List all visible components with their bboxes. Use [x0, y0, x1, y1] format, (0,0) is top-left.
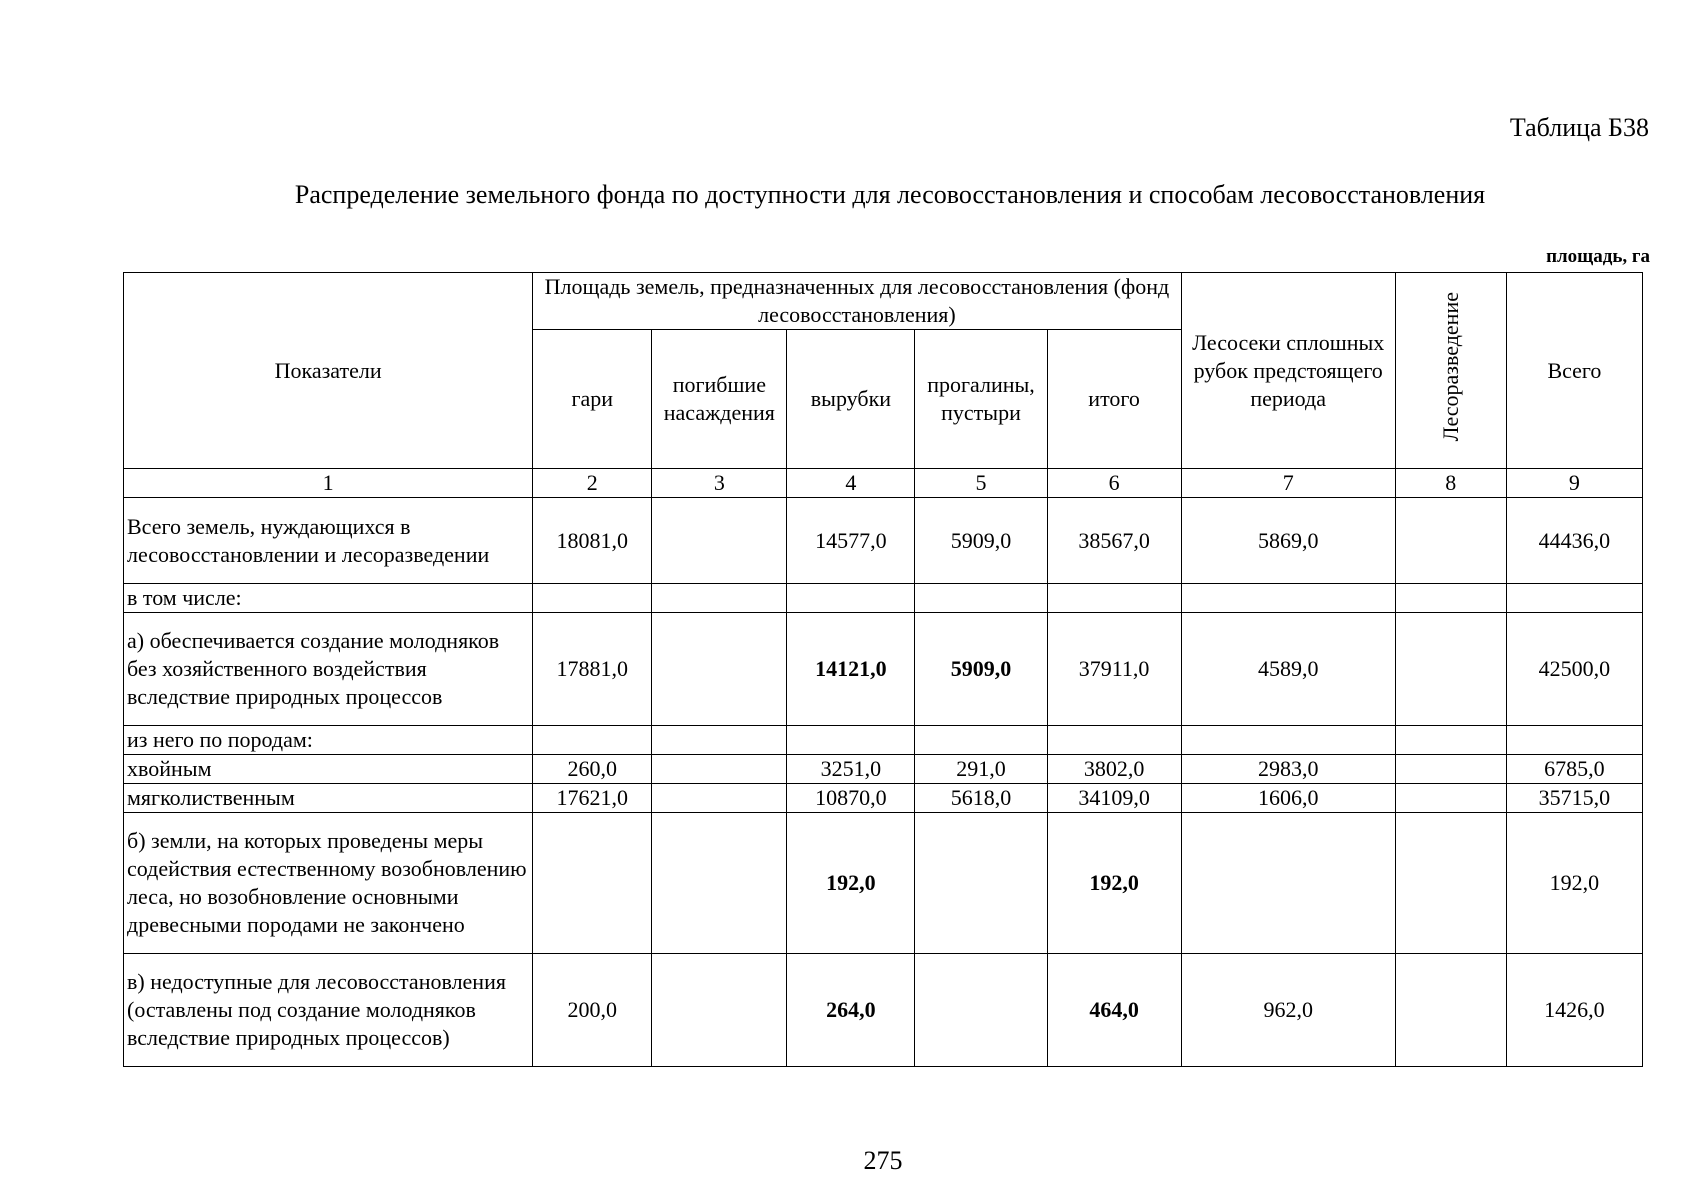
cell-subtotal: 192,0 — [1047, 813, 1181, 954]
column-number: 7 — [1181, 469, 1395, 498]
cell-burns: 260,0 — [533, 755, 652, 784]
cell-glades: 5909,0 — [915, 498, 1047, 584]
cell-subtotal: 3802,0 — [1047, 755, 1181, 784]
cell-clearcuts: 3251,0 — [787, 755, 915, 784]
table-row — [124, 584, 1643, 613]
cell-clearcuts: 192,0 — [787, 813, 915, 954]
cell-total — [1506, 726, 1642, 755]
header-reforestation-fund: Площадь земель, предназначенных для лесовосстановления (фонд лесовосстановления) — [533, 273, 1181, 330]
table-row — [124, 613, 1643, 726]
cell-glades — [915, 813, 1047, 954]
row-label: хвойным — [124, 755, 533, 784]
header-dead-stands: погибшие насаждения — [652, 330, 787, 469]
cell-clearcuts: 10870,0 — [787, 784, 915, 813]
cell-clearcuts: 14121,0 — [787, 613, 915, 726]
cell-total: 1426,0 — [1506, 954, 1642, 1067]
header-afforestation-label: Лесоразведение — [1437, 292, 1463, 442]
cell-glades — [915, 726, 1047, 755]
column-number: 1 — [124, 469, 533, 498]
cell-subtotal: 38567,0 — [1047, 498, 1181, 584]
cell-total: 44436,0 — [1506, 498, 1642, 584]
cell-dead-stands — [652, 498, 787, 584]
table-row — [124, 813, 1643, 954]
table-row — [124, 498, 1643, 584]
cell-dead-stands — [652, 584, 787, 613]
cell-dead-stands — [652, 726, 787, 755]
cell-dead-stands — [652, 613, 787, 726]
cell-logging — [1181, 813, 1395, 954]
page-number: 275 — [863, 1146, 903, 1175]
cell-total — [1506, 584, 1642, 613]
row-label: б) земли, на которых проведены меры содействия естественному возобновлению леса, но возобновление основными древесными породами не закончено — [124, 813, 533, 954]
cell-afforestation — [1395, 755, 1506, 784]
cell-burns — [533, 726, 652, 755]
row-label: в) недоступные для лесовосстановления (оставлены под создание молодняков вследствие природных процессов) — [124, 954, 533, 1067]
cell-afforestation — [1395, 784, 1506, 813]
column-number: 6 — [1047, 469, 1181, 498]
cell-clearcuts — [787, 584, 915, 613]
header-afforestation — [1395, 273, 1506, 469]
column-number: 4 — [787, 469, 915, 498]
cell-glades: 5909,0 — [915, 613, 1047, 726]
cell-clearcuts: 264,0 — [787, 954, 915, 1067]
header-total: Всего — [1506, 273, 1642, 469]
cell-dead-stands — [652, 813, 787, 954]
cell-afforestation — [1395, 498, 1506, 584]
cell-burns: 17621,0 — [533, 784, 652, 813]
header-glades: прогалины, пустыри — [915, 330, 1047, 469]
cell-burns: 18081,0 — [533, 498, 652, 584]
header-burns: гари — [533, 330, 652, 469]
column-number: 3 — [652, 469, 787, 498]
cell-dead-stands — [652, 755, 787, 784]
cell-glades: 291,0 — [915, 755, 1047, 784]
row-label: из него по породам: — [124, 726, 533, 755]
cell-subtotal: 34109,0 — [1047, 784, 1181, 813]
distribution-table — [123, 272, 1643, 1067]
cell-total: 42500,0 — [1506, 613, 1642, 726]
column-number: 2 — [533, 469, 652, 498]
cell-burns: 200,0 — [533, 954, 652, 1067]
cell-afforestation — [1395, 813, 1506, 954]
cell-afforestation — [1395, 954, 1506, 1067]
units-label: площадь, га — [1546, 246, 1650, 267]
cell-total: 35715,0 — [1506, 784, 1642, 813]
cell-dead-stands — [652, 954, 787, 1067]
cell-clearcuts — [787, 726, 915, 755]
header-indicators: Показатели — [124, 273, 533, 469]
cell-afforestation — [1395, 613, 1506, 726]
cell-logging: 1606,0 — [1181, 784, 1395, 813]
table-row — [124, 726, 1643, 755]
cell-burns — [533, 584, 652, 613]
table-number: Таблица Б38 — [1509, 113, 1649, 142]
row-label: в том числе: — [124, 584, 533, 613]
table-row — [124, 954, 1643, 1067]
cell-afforestation — [1395, 726, 1506, 755]
header-subtotal: итого — [1047, 330, 1181, 469]
cell-clearcuts: 14577,0 — [787, 498, 915, 584]
row-label: мягколиственным — [124, 784, 533, 813]
cell-logging: 5869,0 — [1181, 498, 1395, 584]
cell-glades — [915, 954, 1047, 1067]
cell-logging — [1181, 584, 1395, 613]
cell-logging: 2983,0 — [1181, 755, 1395, 784]
column-number: 9 — [1506, 469, 1642, 498]
column-number: 8 — [1395, 469, 1506, 498]
cell-subtotal: 37911,0 — [1047, 613, 1181, 726]
cell-subtotal — [1047, 726, 1181, 755]
cell-burns: 17881,0 — [533, 613, 652, 726]
row-label: Всего земель, нуждающихся в лесовосстановлении и лесоразведении — [124, 498, 533, 584]
cell-afforestation — [1395, 584, 1506, 613]
cell-subtotal — [1047, 584, 1181, 613]
cell-total: 6785,0 — [1506, 755, 1642, 784]
header-clearcuts: вырубки — [787, 330, 915, 469]
cell-logging: 4589,0 — [1181, 613, 1395, 726]
column-number: 5 — [915, 469, 1047, 498]
cell-logging: 962,0 — [1181, 954, 1395, 1067]
table-row — [124, 784, 1643, 813]
cell-glades: 5618,0 — [915, 784, 1047, 813]
cell-total: 192,0 — [1506, 813, 1642, 954]
cell-glades — [915, 584, 1047, 613]
table-title: Распределение земельного фонда по доступности для лесовосстановления и способам лесовосстановления — [294, 180, 1486, 209]
row-label: а) обеспечивается создание молодняков без хозяйственного воздействия вследствие природных процессов — [124, 613, 533, 726]
cell-burns — [533, 813, 652, 954]
header-logging-sites: Лесосеки сплошных рубок предстоящего периода — [1181, 273, 1395, 469]
cell-logging — [1181, 726, 1395, 755]
cell-dead-stands — [652, 784, 787, 813]
table-row — [124, 755, 1643, 784]
cell-subtotal: 464,0 — [1047, 954, 1181, 1067]
